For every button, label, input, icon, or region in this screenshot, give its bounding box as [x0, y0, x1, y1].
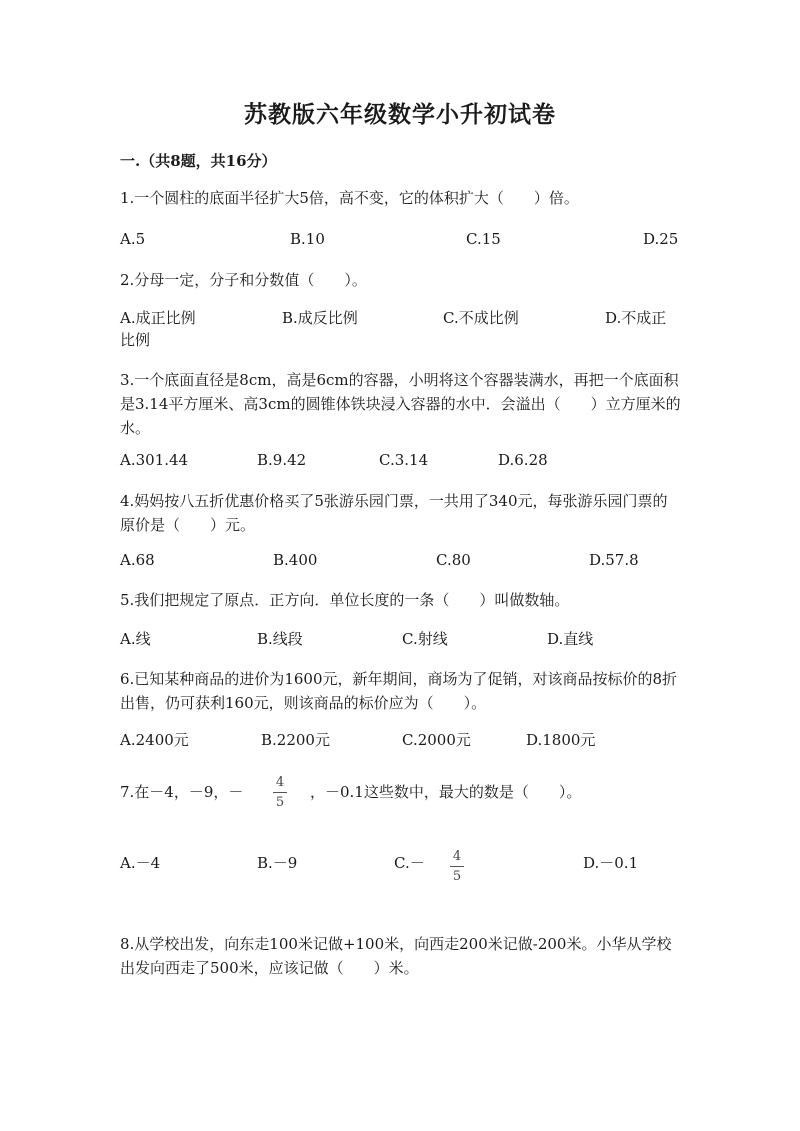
- q1-option-c[interactable]: C.15: [466, 230, 501, 248]
- fraction-numerator: 4: [452, 849, 462, 864]
- q6-option-c[interactable]: C.2000元: [402, 731, 471, 749]
- q6-option-d[interactable]: D.1800元: [526, 731, 596, 749]
- q3-option-a[interactable]: A.301.44: [120, 451, 189, 469]
- section-heading: 一.（共8题，共16分）: [120, 152, 277, 170]
- fraction-bar: [273, 792, 287, 793]
- fraction-denominator: 5: [452, 869, 462, 884]
- q4-option-b[interactable]: B.400: [273, 551, 318, 569]
- q7-option-d[interactable]: D.－0.1: [583, 854, 639, 872]
- q1-option-a[interactable]: A.5: [120, 230, 146, 248]
- q3-option-c[interactable]: C.3.14: [379, 451, 429, 469]
- question-3: 3.一个底面直径是8cm，高是6cm的容器，小明将这个容器装满水，再把一个底面积是3.14平方厘米、高3cm的圆锥体铁块浸入容器的水中．会溢出（ ）立方厘米的水。: [120, 371, 681, 437]
- question-2: 2.分母一定，分子和分数值（ ）。: [120, 271, 367, 289]
- fraction-numerator: 4: [275, 775, 285, 790]
- q1-option-d[interactable]: D.25: [643, 230, 679, 248]
- q6-option-b[interactable]: B.2200元: [261, 731, 330, 749]
- question-8: 8.从学校出发，向东走100米记做+100米，向西走200米记做-200米。小华从学校出发向西走了500米，应该记做（ ）米。: [120, 935, 672, 977]
- q7-option-a[interactable]: A.－4: [120, 854, 161, 872]
- q2-option-d[interactable]: D.不成正: [605, 309, 667, 327]
- q5-option-c[interactable]: C.射线: [402, 630, 448, 648]
- page-title: 苏教版六年级数学小升初试卷: [244, 101, 556, 128]
- q7-fraction: [270, 775, 290, 810]
- q7-option-c-fraction: [447, 849, 467, 884]
- question-4: 4.妈妈按八五折优惠价格买了5张游乐园门票，一共用了340元，每张游乐园门票的原价是（ ）元。: [120, 492, 668, 534]
- question-7-part-b: ，－0.1这些数中，最大的数是（ ）。: [310, 783, 582, 801]
- q1-option-b[interactable]: B.10: [290, 230, 325, 248]
- q4-option-c[interactable]: C.80: [436, 551, 471, 569]
- q2-option-d-wrap: 比例: [120, 331, 151, 349]
- q7-option-c[interactable]: C.－: [394, 854, 425, 872]
- q5-option-d[interactable]: D.直线: [547, 630, 594, 648]
- question-1: 1.一个圆柱的底面半径扩大5倍，高不变，它的体积扩大（ ）倍。: [120, 189, 579, 207]
- q5-option-b[interactable]: B.线段: [257, 630, 303, 648]
- q7-option-b[interactable]: B.－9: [257, 854, 298, 872]
- q5-option-a[interactable]: A.线: [120, 630, 151, 648]
- fraction-denominator: 5: [275, 795, 285, 810]
- q3-option-b[interactable]: B.9.42: [257, 451, 307, 469]
- question-6: 6.已知某种商品的进价为1600元，新年期间，商场为了促销，对该商品按标价的8折出售，仍可获利160元，则该商品的标价应为（ ）。: [120, 670, 678, 712]
- q6-option-a[interactable]: A.2400元: [120, 731, 189, 749]
- q4-option-d[interactable]: D.57.8: [589, 551, 639, 569]
- question-7-part-a: 7.在－4，－9，－: [120, 783, 244, 801]
- question-5: 5.我们把规定了原点．正方向．单位长度的一条（ ）叫做数轴。: [120, 591, 570, 609]
- q2-option-a[interactable]: A.成正比例: [120, 309, 196, 327]
- fraction-bar: [450, 866, 464, 867]
- q4-option-a[interactable]: A.68: [120, 551, 155, 569]
- q2-option-b[interactable]: B.成反比例: [282, 309, 358, 327]
- q2-option-c[interactable]: C.不成比例: [443, 309, 519, 327]
- q3-option-d[interactable]: D.6.28: [498, 451, 548, 469]
